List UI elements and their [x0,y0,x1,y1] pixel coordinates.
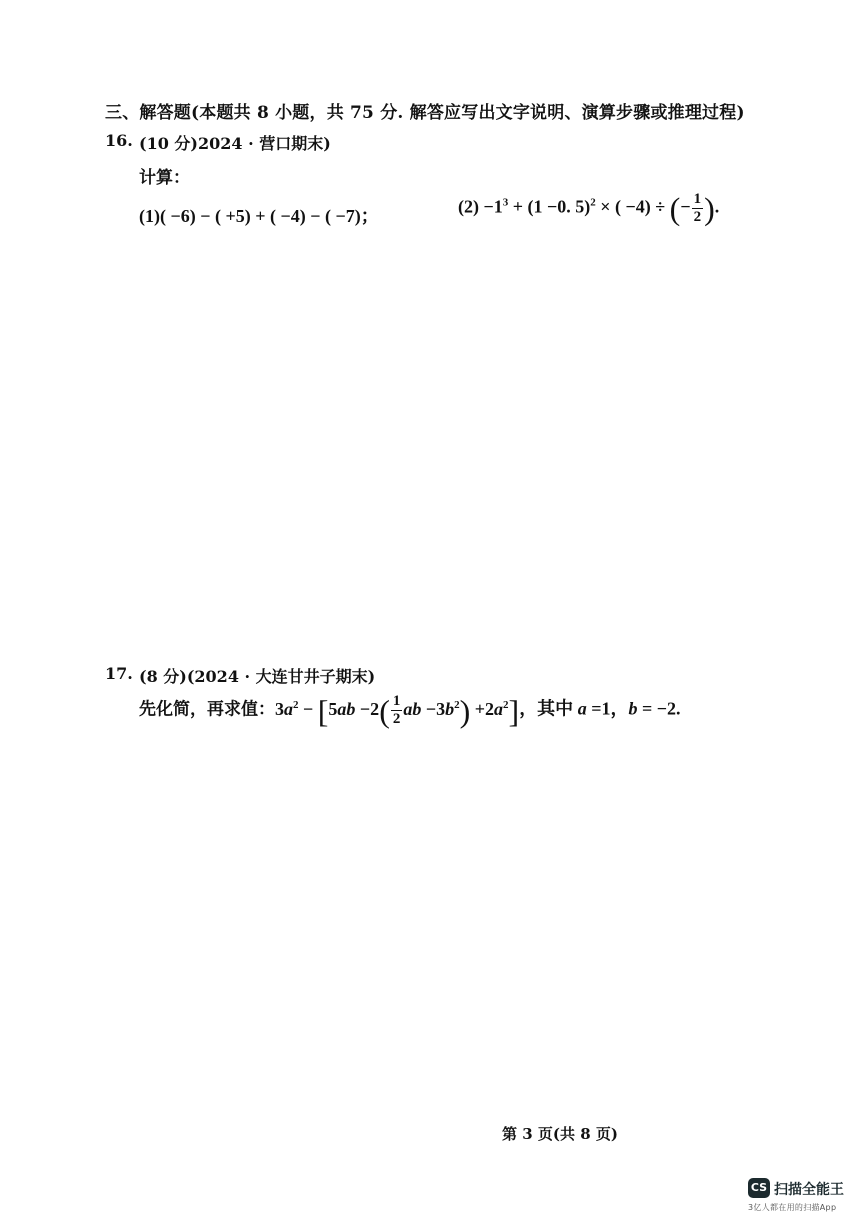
page-footer: 第 3 页(共 8 页) [502,1125,618,1143]
watermark-tagline: 3亿人都在用的扫描App [748,1203,837,1212]
part-2-term-a: −1 [483,196,503,217]
watermark-name: 扫描全能王 [774,1182,844,1198]
question-17-instruction: 先化简，再求值： [139,699,275,720]
left-paren: ( [669,190,681,227]
right-paren: ) [459,692,471,729]
section-heading: 三、解答题(本题共 8 小题，共 75 分. 解答应写出文字说明、演算步骤或推理过程) [105,103,745,123]
question-17-number: 17. [105,664,133,683]
fraction-one-half: $\frac{1}{2}$ [392,693,401,727]
fraction-numerator: 1 [693,191,702,207]
question-17-body [139,694,680,727]
question-16-instruction: 计算： [139,168,190,188]
question-17-source: (8 分)(2024 · 大连甘井子期末) [139,667,376,686]
question-16-part-1: (1)( −6) − ( +5) + ( −4) − ( −7)； [139,206,379,226]
question-17-condition: ，其中 a =1，b = −2. [519,698,681,719]
camscanner-logo: CS [748,1178,770,1198]
part-2-term-c: × ( −4) ÷ [595,196,670,217]
question-16-number: 16. [105,131,133,150]
part-2-exponent-1: 3 [502,196,509,209]
part-2-term-b: + (1 −0. 5) [508,196,591,217]
fraction-one-half [692,192,704,225]
question-16-source: (10 分)2024 · 营口期末) [139,134,331,153]
left-paren: ( [379,692,390,729]
part-2-end: . [714,196,720,217]
left-bracket: [ [317,692,329,729]
part-2-exponent-2: 2 [590,196,596,209]
question-16-part-2 [458,192,719,225]
right-bracket: ] [508,692,520,729]
fraction-denominator: 2 [693,209,702,225]
question-17-expression: $3a^2 - [5ab -2$( $\frac{1}{2}$ ab $-3b^2) +2a^2$] [275,692,520,729]
part-2-sign: − [680,196,691,217]
right-paren: ) [704,190,715,227]
part-2-label: (2) [458,196,479,217]
